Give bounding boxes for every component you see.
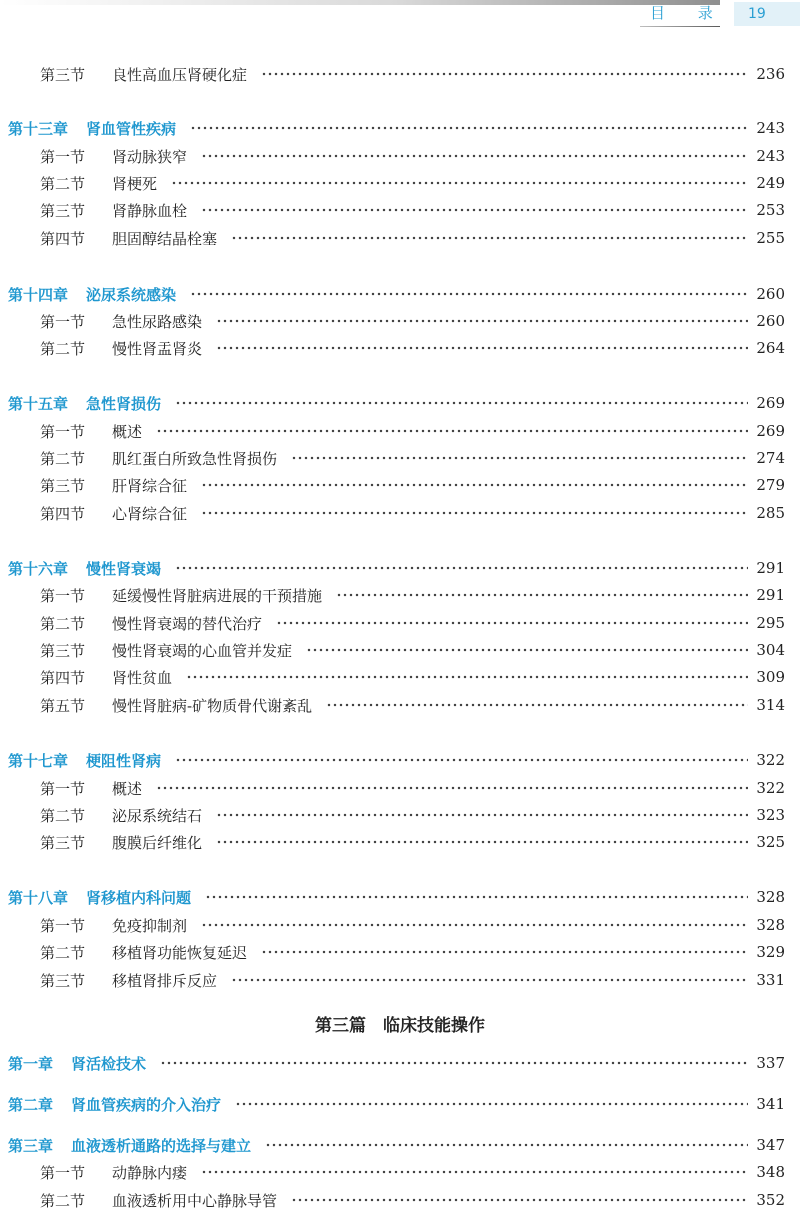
toc-entry-page: 255 <box>756 229 785 247</box>
header-section-title: 目 录 <box>650 4 727 22</box>
toc-chapter-entry[interactable] <box>0 1132 785 1158</box>
toc-entry-label: 第一章 <box>8 1054 54 1073</box>
toc-entry-title: 动静脉内瘘 <box>112 1163 188 1182</box>
toc-entry-title: 移植肾功能恢复延迟 <box>112 943 248 962</box>
toc-entry-page: 309 <box>756 668 785 686</box>
toc-entry-label: 第二节 <box>40 943 86 962</box>
toc-entry-title: 急性尿路感染 <box>112 312 203 331</box>
dot-leader <box>156 785 748 791</box>
toc-entry-page: 347 <box>756 1136 785 1154</box>
toc-entry-label: 第三章 <box>8 1136 54 1155</box>
toc-chapter-entry[interactable] <box>0 1091 785 1117</box>
dot-leader <box>261 949 748 955</box>
toc-entry-title: 心肾综合征 <box>112 504 188 523</box>
toc-entry-title: 延缓慢性肾脏病进展的干预措施 <box>112 586 323 605</box>
toc-entry-page: 295 <box>756 614 785 632</box>
toc-chapter-entry[interactable] <box>0 747 785 773</box>
toc-entry-label: 第二节 <box>40 339 86 358</box>
toc-entry-label: 第一节 <box>40 147 86 166</box>
toc-entry-title: 胆固醇结晶栓塞 <box>112 229 218 248</box>
toc-entry-label: 第二节 <box>40 449 86 468</box>
toc-entry-label: 第三节 <box>40 201 86 220</box>
toc-entry-page: 243 <box>756 147 785 165</box>
toc-section-entry[interactable] <box>0 308 785 334</box>
toc-entry-page: 269 <box>756 422 785 440</box>
toc-entry-title: 概述 <box>112 779 143 798</box>
dot-leader <box>190 291 748 297</box>
toc-entry-label: 第二节 <box>40 1191 86 1210</box>
toc-entry-page: 260 <box>756 312 785 330</box>
toc-section-entry[interactable] <box>0 472 785 498</box>
toc-entry-page: 249 <box>756 174 785 192</box>
toc-entry-label: 第三节 <box>40 971 86 990</box>
toc-section-entry[interactable] <box>0 802 785 828</box>
toc-entry-label: 第二节 <box>40 806 86 825</box>
toc-section-entry[interactable] <box>0 445 785 471</box>
dot-leader <box>231 235 748 241</box>
toc-entry-label: 第一节 <box>40 422 86 441</box>
dot-leader <box>291 455 748 461</box>
toc-entry-page: 322 <box>756 779 785 797</box>
toc-entry-label: 第四节 <box>40 504 86 523</box>
part-heading: 第三篇 临床技能操作 <box>315 1016 485 1036</box>
toc-entry-title: 急性肾损伤 <box>86 394 162 413</box>
toc-section-entry[interactable] <box>0 775 785 801</box>
dot-leader <box>175 757 748 763</box>
dot-leader <box>171 180 748 186</box>
dot-leader <box>190 125 748 131</box>
dot-leader <box>265 1142 748 1148</box>
toc-entry-label: 第二章 <box>8 1095 54 1114</box>
dot-leader <box>336 592 748 598</box>
toc-section-entry[interactable] <box>0 143 785 169</box>
toc-entry-label: 第二节 <box>40 614 86 633</box>
toc-entry-label: 第五节 <box>40 696 86 715</box>
toc-entry-title: 慢性肾衰竭的替代治疗 <box>112 614 263 633</box>
toc-entry-label: 第一节 <box>40 1163 86 1182</box>
toc-entry-title: 免疫抑制剂 <box>112 916 188 935</box>
toc-entry-title: 良性高血压肾硬化症 <box>112 65 248 84</box>
toc-entry-page: 274 <box>756 449 785 467</box>
toc-entry-page: 325 <box>756 833 785 851</box>
toc-section-entry[interactable] <box>0 967 785 993</box>
toc-chapter-entry[interactable] <box>0 115 785 141</box>
toc-entry-page: 260 <box>756 285 785 303</box>
toc-entry-label: 第十三章 <box>8 119 69 138</box>
dot-leader <box>175 400 748 406</box>
toc-entry-label: 第三节 <box>40 833 86 852</box>
toc-entry-title: 肾动脉狭窄 <box>112 147 188 166</box>
toc-entry-title: 血液透析用中心静脉导管 <box>112 1191 278 1210</box>
toc-entry-page: 291 <box>756 586 785 604</box>
toc-entry-label: 第一节 <box>40 586 86 605</box>
toc-entry-page: 331 <box>756 971 785 989</box>
toc-section-entry[interactable] <box>0 664 785 690</box>
toc-entry-label: 第四节 <box>40 668 86 687</box>
dot-leader <box>201 922 748 928</box>
toc-chapter-entry[interactable] <box>0 555 785 581</box>
toc-section-entry[interactable] <box>0 939 785 965</box>
toc-entry-page: 264 <box>756 339 785 357</box>
toc-entry-page: 323 <box>756 806 785 824</box>
toc-entry-title: 概述 <box>112 422 143 441</box>
toc-entry-label: 第一节 <box>40 779 86 798</box>
dot-leader <box>235 1101 748 1107</box>
toc-entry-page: 314 <box>756 696 785 714</box>
toc-entry-page: 352 <box>756 1191 785 1209</box>
toc-entry-page: 328 <box>756 916 785 934</box>
toc-entry-label: 第三节 <box>40 476 86 495</box>
toc-chapter-entry[interactable] <box>0 884 785 910</box>
toc-section-entry[interactable] <box>0 61 785 87</box>
dot-leader <box>306 647 748 653</box>
toc-entry-page: 304 <box>756 641 785 659</box>
toc-entry-page: 329 <box>756 943 785 961</box>
dot-leader <box>205 894 748 900</box>
toc-entry-title: 梗阻性肾病 <box>86 751 162 770</box>
dot-leader <box>175 565 748 571</box>
toc-entry-title: 慢性肾盂肾炎 <box>112 339 203 358</box>
toc-section-entry[interactable] <box>0 912 785 938</box>
dot-leader <box>291 1197 748 1203</box>
toc-section-entry[interactable] <box>0 692 785 718</box>
dot-leader <box>216 345 748 351</box>
toc-entry-title: 肾活检技术 <box>71 1054 147 1073</box>
dot-leader <box>201 482 748 488</box>
toc-entry-title: 移植肾排斥反应 <box>112 971 218 990</box>
toc-entry-title: 慢性肾衰竭的心血管并发症 <box>112 641 293 660</box>
toc-entry-title: 肾移植内科问题 <box>86 888 192 907</box>
dot-leader <box>231 977 748 983</box>
toc-entry-title: 肾静脉血栓 <box>112 201 188 220</box>
toc-entry-label: 第一节 <box>40 916 86 935</box>
toc-chapter-entry[interactable] <box>0 1050 785 1076</box>
toc-entry-title: 慢性肾脏病-矿物质骨代谢紊乱 <box>112 696 313 715</box>
toc-entry-page: 285 <box>756 504 785 522</box>
toc-entry-title: 血液透析通路的选择与建立 <box>71 1136 252 1155</box>
dot-leader <box>276 620 748 626</box>
dot-leader <box>201 510 748 516</box>
dot-leader <box>186 674 748 680</box>
dot-leader <box>261 71 748 77</box>
toc-entry-title: 肝肾综合征 <box>112 476 188 495</box>
toc-entry-label: 第二节 <box>40 174 86 193</box>
toc-entry-title: 泌尿系统感染 <box>86 285 177 304</box>
toc-entry-label: 第四节 <box>40 229 86 248</box>
toc-section-entry[interactable] <box>0 829 785 855</box>
toc-chapter-entry[interactable] <box>0 390 785 416</box>
toc-section-entry[interactable] <box>0 418 785 444</box>
toc-entry-label: 第十五章 <box>8 394 69 413</box>
toc-section-entry[interactable] <box>0 170 785 196</box>
toc-section-entry[interactable] <box>0 582 785 608</box>
toc-entry-title: 腹膜后纤维化 <box>112 833 203 852</box>
toc-entry-page: 328 <box>756 888 785 906</box>
dot-leader <box>160 1060 748 1066</box>
toc-chapter-entry[interactable] <box>0 281 785 307</box>
dot-leader <box>216 318 748 324</box>
toc-entry-page: 337 <box>756 1054 785 1072</box>
toc-section-entry[interactable] <box>0 610 785 636</box>
toc-entry-title: 肌红蛋白所致急性肾损伤 <box>112 449 278 468</box>
toc-entry-page: 279 <box>756 476 785 494</box>
dot-leader <box>156 428 748 434</box>
dot-leader <box>216 812 748 818</box>
toc-section-entry[interactable] <box>0 1187 785 1213</box>
toc-entry-title: 肾梗死 <box>112 174 158 193</box>
toc-entry-label: 第十七章 <box>8 751 69 770</box>
toc-entry-title: 泌尿系统结石 <box>112 806 203 825</box>
toc-section-entry[interactable] <box>0 335 785 361</box>
toc-entry-page: 269 <box>756 394 785 412</box>
toc-entry-title: 肾血管性疾病 <box>86 119 177 138</box>
toc-entry-page: 243 <box>756 119 785 137</box>
toc-entry-label: 第十四章 <box>8 285 69 304</box>
dot-leader <box>201 1169 748 1175</box>
toc-section-entry[interactable] <box>0 1159 785 1185</box>
toc-section-entry[interactable] <box>0 500 785 526</box>
toc-entry-page: 322 <box>756 751 785 769</box>
toc-entry-page: 253 <box>756 201 785 219</box>
toc-section-entry[interactable] <box>0 637 785 663</box>
toc-entry-label: 第三节 <box>40 641 86 660</box>
toc-section-entry[interactable] <box>0 225 785 251</box>
toc-entry-title: 慢性肾衰竭 <box>86 559 162 578</box>
toc-entry-label: 第一节 <box>40 312 86 331</box>
toc-entry-label: 第十六章 <box>8 559 69 578</box>
toc-entry-label: 第十八章 <box>8 888 69 907</box>
toc-section-entry[interactable] <box>0 197 785 223</box>
dot-leader <box>201 207 748 213</box>
dot-leader <box>216 839 748 845</box>
toc-entry-page: 291 <box>756 559 785 577</box>
toc-entry-title: 肾性贫血 <box>112 668 173 687</box>
toc-entry-page: 236 <box>756 65 785 83</box>
toc-entry-title: 肾血管疾病的介入治疗 <box>71 1095 222 1114</box>
page-number-label: 19 <box>748 6 766 22</box>
toc-entry-label: 第三节 <box>40 65 86 84</box>
toc-entry-page: 341 <box>756 1095 785 1113</box>
toc-entry-page: 348 <box>756 1163 785 1181</box>
dot-leader <box>326 702 748 708</box>
dot-leader <box>201 153 748 159</box>
